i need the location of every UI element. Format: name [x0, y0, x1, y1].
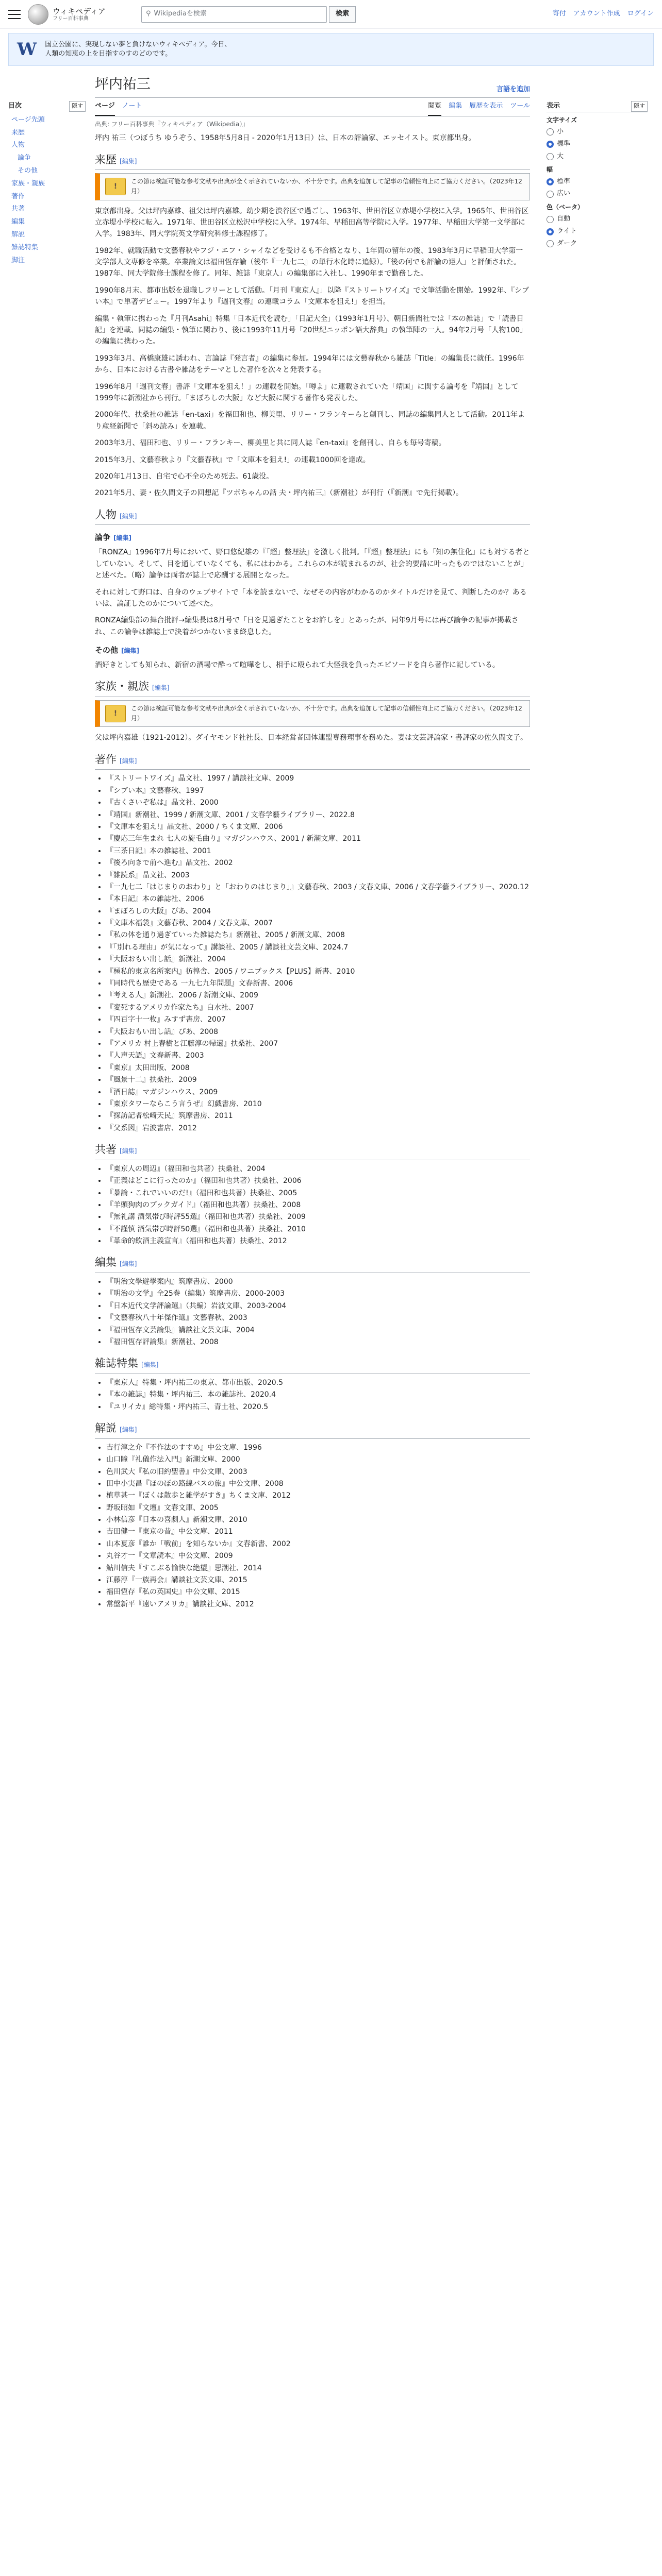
width-options — [547, 177, 648, 200]
subsection-heading: その他 [編集] — [95, 646, 139, 655]
list-item: • 『無礼講 酒気帯び時評55選』（福田和也共著）扶桑社、2009 — [106, 1211, 530, 1223]
toc-item[interactable]: 雑誌特集 — [11, 243, 39, 251]
toc-item[interactable]: その他 — [18, 166, 38, 175]
list-item: • 福田恆存『私の英国史』中公文庫、2015 — [106, 1586, 530, 1598]
list-item: • 小林信彦『日本の喜劇人』新潮文庫、2010 — [106, 1514, 530, 1526]
section-heading: 雑誌特集 [編集] — [95, 1355, 530, 1374]
edit-link[interactable]: [編集] — [113, 534, 131, 542]
list-item: • 色川武大『私の旧約聖書』中公文庫、2003 — [106, 1466, 530, 1478]
list-item: • 『大阪おもい出し話』ぴあ、2008 — [106, 1026, 530, 1038]
appearance-title: 表示 — [547, 102, 560, 110]
list-item: • 『文庫本福袋』文藝春秋、2004 / 文春文庫、2007 — [106, 918, 530, 929]
paragraph: 1993年3月、高橋康雄に誘われ、言論誌『発言者』の編集に参加。1994年には文藝春秋から雑誌「Title」の編集長に就任。1996年から、日本における古書や雑誌をテーマとした著作を次々と発表する。 — [95, 354, 524, 375]
tab-tools[interactable]: ツール — [510, 102, 530, 110]
logo-title: ウィキペディア — [53, 6, 106, 16]
radio-button[interactable] — [547, 228, 554, 235]
toc-title: 目次 — [8, 102, 22, 110]
paragraph: 1982年、就職活動で文藝春秋やフジ・エフ・シャイなどを受けるも不合格となり、1年間の留年の後、1983年3月に早稲田大学第一文学部人文専修を卒業。卒業論文は福田恆存論（後年『一九七二』の単行本化時に追録）。「後の何でも評論の達人」と評価された。1987年、同大学院修士課程を修了。同年、雑誌「東京人」の編集部に入社し、1990年まで勤務した。 — [95, 246, 523, 278]
list-item: • 『文庫本を狙え!』晶文社、2000 / ちくま文庫、2006 — [106, 821, 530, 833]
paragraph: 父は坪内嘉雄（1921-2012）。ダイヤモンド社社長、日本経営者団体連盟専務理事を務めた。妻は文芸評論家・書評家の佐久間文子。 — [95, 734, 528, 742]
appearance-panel — [539, 70, 648, 1614]
radio-label: ダーク — [557, 239, 577, 247]
toc-item[interactable]: 人物 — [11, 141, 25, 149]
edit-link[interactable]: [編集] — [141, 1361, 159, 1369]
banner-mark: W — [17, 39, 37, 60]
list-item: • 『東京人』特集・坪内祐三の東京、都市出版、2020.5 — [106, 1377, 530, 1388]
list-item: • 江藤淳『一族再会』講談社文芸文庫、2015 — [106, 1574, 530, 1586]
radio-button[interactable] — [547, 128, 554, 135]
warning-book-icon: ! — [105, 178, 126, 195]
radio-label: 標準 — [557, 140, 571, 148]
radio-label: 自動 — [557, 215, 571, 223]
list-item: • 『探訪記者松崎天民』筑摩書房、2011 — [106, 1110, 530, 1122]
logo-subtitle: フリー百科事典 — [53, 15, 89, 22]
list-item: • 田中小実昌『ほのぼの路線バスの旅』中公文庫、2008 — [106, 1478, 530, 1489]
radio-label: 小 — [557, 127, 564, 135]
search-placeholder: Wikipediaを検索 — [154, 10, 207, 18]
radio-button[interactable] — [547, 191, 554, 198]
list-item: • 『三茶日記』本の雑誌社、2001 — [106, 845, 530, 857]
notice-box — [95, 700, 530, 727]
list-item: • 『福田恆存評論集』新潮社、2008 — [106, 1336, 530, 1348]
list-item: • 『文藝春秋八十年傑作選』文藝春秋、2003 — [106, 1312, 530, 1324]
search-icon: ⚲ — [146, 10, 151, 18]
tab-article[interactable]: ページ — [95, 98, 115, 116]
editor-list — [95, 1276, 530, 1348]
list-item: • 『羊頭狗肉のブックガイド』（福田和也共著）扶桑社、2008 — [106, 1199, 530, 1211]
edit-link[interactable]: [編集] — [152, 684, 170, 692]
toc-item[interactable]: 解説 — [11, 230, 25, 239]
list-item: • 『風景十二』扶桑社、2009 — [106, 1074, 530, 1086]
list-item: • 植草甚一『ぼくは散歩と雑学がすき』ちくま文庫、2012 — [106, 1490, 530, 1501]
section-heading: 著作 [編集] — [95, 751, 530, 770]
list-item: • 『四百字十一枚』みすず書房、2007 — [106, 1014, 530, 1025]
text-size-title: 文字サイズ — [547, 116, 577, 124]
list-item: • 『東京タワーならこう言うぜ』幻戯書房、2010 — [106, 1098, 530, 1110]
paragraph: 「RONZA」1996年7月号において、野口悠紀雄の『「超」整理法』を激しく批判。「『超』整理法」にも「知の無住化」にも対する者としていない。そして、目を通していなくても、私にはわかる。これらの本が読まれるのが、社会的要請に叶ったものではないことが」と述べた。（略）論争は両者が誌上で応酬する展開となった。 — [95, 548, 530, 580]
color-title: 色（ベータ） — [547, 204, 584, 211]
notice-text: この節は検証可能な参考文献や出典が全く示されていないか、不十分です。出典を追加して記事の信頼性向上にご協力ください。（2023年12月） — [131, 705, 522, 722]
site-logo[interactable] — [28, 4, 131, 25]
notice-text: この節は検証可能な参考文献や出典が全く示されていないか、不十分です。出典を追加して記事の信頼性向上にご協力ください。（2023年12月） — [131, 178, 522, 195]
radio-button[interactable] — [547, 240, 554, 247]
edit-link[interactable]: [編集] — [120, 1147, 137, 1155]
radio-option[interactable] — [547, 139, 648, 150]
section-heading: 来歴 [編集] — [95, 151, 530, 171]
radio-button[interactable] — [547, 153, 554, 160]
login-link[interactable]: ログイン — [627, 10, 654, 18]
radio-option[interactable] — [547, 127, 648, 138]
section-heading: 編集 [編集] — [95, 1254, 530, 1273]
list-item: • 常盤新平『遠いアメリカ』講談社文庫、2012 — [106, 1599, 530, 1610]
site-header — [0, 0, 662, 29]
tab-read[interactable]: 閲覧 — [428, 98, 441, 116]
list-item: • 『私の体を通り過ぎていった雑誌たち』新潮社、2005 / 新潮文庫、2008 — [106, 929, 530, 941]
radio-option[interactable] — [547, 177, 648, 188]
radio-label: ライト — [557, 227, 577, 235]
paragraph: 1996年8月「週刊文春」書評「文庫本を狙え！」の連載を開始。「噂よ」に連載されていた「靖国」に関する論考を『靖国』として1999年に新潮社から刊行。「まぼろしの大阪」など大阪に関する著作も発表した。 — [95, 382, 519, 402]
color-options — [547, 214, 648, 249]
radio-label: 大 — [557, 152, 564, 160]
fundraising-banner — [8, 33, 654, 66]
list-item: • 吉行淳之介『不作法のすすめ』中公文庫、1996 — [106, 1442, 530, 1453]
width-title: 幅 — [547, 166, 553, 174]
subsection-heading: 論争 [編集] — [95, 533, 131, 543]
section-heading: 共著 [編集] — [95, 1141, 530, 1160]
paragraph: RONZA編集部の舞台批評→編集長は8月号で「日を見過ぎたことをお許しを」とあったが、同年9月号には再び論争の記事が掲載され、この論争は雑誌上で決着がつかないまま終息した。 — [95, 616, 519, 636]
notice-box — [95, 173, 530, 200]
tab-history[interactable]: 履歴を表示 — [469, 102, 503, 110]
magazine-list — [95, 1377, 530, 1413]
page-tabs — [95, 98, 530, 116]
wikipedia-globe-icon — [28, 4, 48, 25]
list-item: • 『慶応三年生まれ 七人の旋毛曲り』マガジンハウス、2001 / 新潮文庫、2011 — [106, 833, 530, 844]
coauthor-list — [95, 1163, 530, 1247]
radio-button[interactable] — [547, 178, 554, 185]
search-input[interactable] — [141, 6, 327, 23]
list-item: • 『父系図』岩波書店、2012 — [106, 1123, 530, 1134]
table-of-contents — [8, 70, 86, 1614]
list-item: • 『後ろ向きで前へ進む』晶文社、2002 — [106, 857, 530, 869]
radio-label: 標準 — [557, 177, 571, 185]
radio-button[interactable] — [547, 216, 554, 223]
paragraph: 2020年1月13日、自宅で心不全のため死去。61歳没。 — [95, 472, 274, 481]
language-button[interactable]: 言語を追加 — [496, 86, 530, 94]
edit-link[interactable]: [編集] — [121, 647, 139, 655]
list-item: • 『本の雑誌』特集・坪内祐三、本の雑誌社、2020.4 — [106, 1389, 530, 1400]
edit-link[interactable]: [編集] — [120, 512, 137, 520]
paragraph: 2015年3月、文藝春秋より『文藝春秋』で「文庫本を狙え!」の連載1000回を達成。 — [95, 455, 370, 464]
list-item: • 『正義はどこに行ったのか』（福田和也共著）扶桑社、2006 — [106, 1175, 530, 1187]
user-links — [553, 9, 654, 20]
list-item: • 『変死するアメリカ作家たち』白水社、2007 — [106, 1002, 530, 1013]
text-size-options — [547, 127, 648, 162]
toc-item[interactable]: 著作 — [11, 192, 25, 200]
toc-item[interactable]: 論争 — [18, 154, 31, 162]
list-item: • 『東京』太田出版、2008 — [106, 1062, 530, 1074]
commentary-list — [95, 1442, 530, 1610]
toc-item[interactable]: 脚注 — [11, 256, 25, 264]
edit-link[interactable]: [編集] — [120, 1260, 137, 1268]
section-heading: 解説 [編集] — [95, 1420, 530, 1439]
tab-talk[interactable]: ノート — [122, 102, 142, 110]
edit-link[interactable]: [編集] — [120, 157, 137, 165]
list-item: • 『日本近代文学評論選』（共編）岩波文庫、2003-2004 — [106, 1300, 530, 1312]
list-item: • 『東京人の周辺』（福田和也共著）扶桑社、2004 — [106, 1163, 530, 1175]
toc-item[interactable]: 編集 — [11, 218, 25, 226]
list-item: • 『古くさいぞ私は』晶文社、2000 — [106, 797, 530, 808]
radio-label: 広い — [557, 190, 571, 198]
list-item: • 吉田健一『東京の昔』中公文庫、2011 — [106, 1526, 530, 1537]
article-source: 出典: フリー百科事典『ウィキペディア（Wikipedia）』 — [95, 120, 249, 128]
radio-option[interactable] — [547, 239, 648, 249]
paragraph: 1990年8月末、都市出版を退職しフリーとして活動。「月刊『東京人』」以降『ストリートワイズ』で文筆活動を開始。1992年、『シブい本』で単著デビュー。1997年より『週刊文春』の連載コラム「文庫本を狙え!」を担当。 — [95, 286, 529, 307]
list-item: • 『暴論・これでいいのだ!』（福田和也共著）扶桑社、2005 — [106, 1188, 530, 1199]
list-item: • 『酒日誌』マガジンハウス、2009 — [106, 1087, 530, 1098]
list-item: • 『まぼろしの大阪』ぴあ、2004 — [106, 906, 530, 917]
toc-item[interactable]: 共著 — [11, 205, 25, 213]
list-item: • 『雑読系』晶文社、2003 — [106, 870, 530, 881]
tab-edit[interactable]: 編集 — [449, 102, 462, 110]
list-item: • 『本日記』本の雑誌社、2006 — [106, 893, 530, 905]
list-item: • 野坂昭如『文壇』文春文庫、2005 — [106, 1502, 530, 1514]
appearance-hide-button[interactable]: 隠す — [631, 101, 648, 112]
main-menu-icon[interactable] — [8, 8, 21, 21]
list-item: • 『明治の文学』全25巻（編集）筑摩書房、2000-2003 — [106, 1288, 530, 1299]
list-item: • 『シブい本』文藝春秋、1997 — [106, 785, 530, 796]
paragraph: 東京都出身。父は坪内嘉雄、祖父は坪内嘉雄。幼少期を渋谷区で過ごし、1963年、世田谷区立赤堤小学校に入学。1965年、世田谷区立赤堤小学校に転入。1971年、世田谷区立松沢中学校に入学。1974年、早稲田高等学院に入学。1977年、早稲田大学第一文学部に入学。1983年、同大学院英文学研究科修士課程修了。 — [95, 207, 529, 239]
list-item: • 『「別れる理由」が気になって』講談社、2005 / 講談社文芸文庫、2024.7 — [106, 942, 530, 953]
radio-option[interactable] — [547, 226, 648, 237]
banner-line-1: 国立公園に、実現しない夢と負けないウィキペディア。今日、 — [45, 40, 231, 48]
radio-option[interactable] — [547, 189, 648, 199]
paragraph: 2021年5月、妻・佐久間文子の回想記『ツボちゃんの話 夫・坪内祐三』（新潮社）が刊行（『新潮』で先行掲載）。 — [95, 489, 463, 498]
list-item: • 山口瞳『礼儀作法入門』新潮文庫、2000 — [106, 1454, 530, 1465]
create-account-link[interactable]: アカウント作成 — [573, 10, 620, 18]
edit-link[interactable]: [編集] — [120, 757, 137, 765]
search-button[interactable]: 検索 — [329, 6, 356, 23]
list-item: • 丸谷才一『文章読本』中公文庫、2009 — [106, 1550, 530, 1562]
list-item: • 『アメリカ 村上春樹と江藤淳の帰還』扶桑社、2007 — [106, 1038, 530, 1049]
paragraph: それに対して野口は、自身のウェブサイトで「本を読まないで、なぜその内容がわかるのかタイトルだけを見て、判断したのか？あるいは、論証したのかについて述べた。 — [95, 588, 527, 608]
radio-option[interactable] — [547, 151, 648, 162]
toc-item[interactable]: 家族・親族 — [11, 179, 45, 188]
list-item: • 『明治文學遊學案内』筑摩書房、2000 — [106, 1276, 530, 1287]
list-item: • 『考える人』新潮社、2006 / 新潮文庫、2009 — [106, 990, 530, 1001]
list-item: • 『不謹慎 酒気帯び時評50選』（福田和也共著）扶桑社、2010 — [106, 1224, 530, 1235]
list-item: • 『福田恆存文芸論集』講談社文芸文庫、2004 — [106, 1325, 530, 1336]
paragraph: 編集・執筆に携わった『月刊Asahi』特集「日本近代を読む」「日記大全」（1993年1月号）、朝日新聞社では「本の雑誌」で「読書日記」を連載、同誌の編集・執筆に関わり、後に1993年11月号「20世紀ニッポン語大辞典」の執筆陣の一人。94年2月号「人物100」の編集に携わった。 — [95, 314, 527, 346]
works-list — [95, 773, 530, 1134]
paragraph: 2000年代、扶桑社の雑誌「en-taxi」を福田和也、柳美里、リリー・フランキーらと創刊し、同誌の編集同人として活動。2011年より産経新聞で「斜め読み」を連載。 — [95, 411, 525, 431]
list-item: • 山本夏彦『誰か「戦前」を知らないか』文春新書、2002 — [106, 1538, 530, 1550]
radio-option[interactable] — [547, 214, 648, 225]
banner-line-2: 人類の知恵の上を目指すのすのどのです。 — [45, 50, 172, 58]
toc-hide-button[interactable]: 隠す — [69, 101, 86, 112]
search-form — [141, 6, 356, 23]
toc-item[interactable]: 来歴 — [11, 128, 25, 137]
donate-link[interactable]: 寄付 — [552, 10, 566, 18]
list-item: • 『ストリートワイズ』晶文社、1997 / 講談社文庫、2009 — [106, 773, 530, 784]
list-item: • 『靖国』新潮社、1999 / 新潮文庫、2001 / 文春学藝ライブラリー、2022.8 — [106, 809, 530, 821]
page-title: 坪内祐三 — [95, 76, 151, 92]
toc-item[interactable]: ページ先頭 — [11, 115, 45, 124]
list-item: • 『革命的飲酒主義宣言』（福田和也共著）扶桑社、2012 — [106, 1235, 530, 1247]
list-item: • 『同時代も歴史である 一九七九年問題』文春新書、2006 — [106, 978, 530, 989]
paragraph: 2003年3月、福田和也、リリー・フランキー、柳美里と共に同人誌『en-taxi』を創刊し、自らも毎号寄稿。 — [95, 439, 446, 448]
lead-paragraph: 坪内 祐三（つぼうち ゆうぞう、1958年5月8日 - 2020年1月13日）は、日本の評論家、エッセイスト。東京都出身。 — [95, 134, 476, 143]
list-item: • 『ユリイカ』総特集・坪内祐三、青土社、2020.5 — [106, 1401, 530, 1413]
paragraph: 酒好きとしても知られ、新宿の酒場で酔って喧嘩をし、相手に殴られて大怪我を負ったエピソードを自ら著作に記している。 — [95, 661, 500, 670]
list-item: • 『一九七二「はじまりのおわり」と「おわりのはじまり」』文藝春秋、2003 / 文春文庫、2006 / 文春学藝ライブラリー、2020.12 — [106, 882, 530, 893]
list-item: • 『大阪おもい出し話』新潮社、2004 — [106, 954, 530, 965]
edit-link[interactable]: [編集] — [120, 1426, 137, 1434]
warning-book-icon: ! — [105, 705, 126, 722]
list-item: • 鮎川信夫『すこぶる愉快な絶望』思潮社、2014 — [106, 1563, 530, 1574]
list-item: • 『極私的東京名所案内』彷徨舎、2005 / ワニブックス【PLUS】新書、2010 — [106, 966, 530, 977]
section-heading: 家族・親族 [編集] — [95, 678, 530, 697]
list-item: • 『人声天語』文春新書、2003 — [106, 1050, 530, 1061]
article-content — [86, 70, 539, 1614]
section-heading: 人物 [編集] — [95, 506, 530, 526]
radio-button[interactable] — [547, 141, 554, 148]
